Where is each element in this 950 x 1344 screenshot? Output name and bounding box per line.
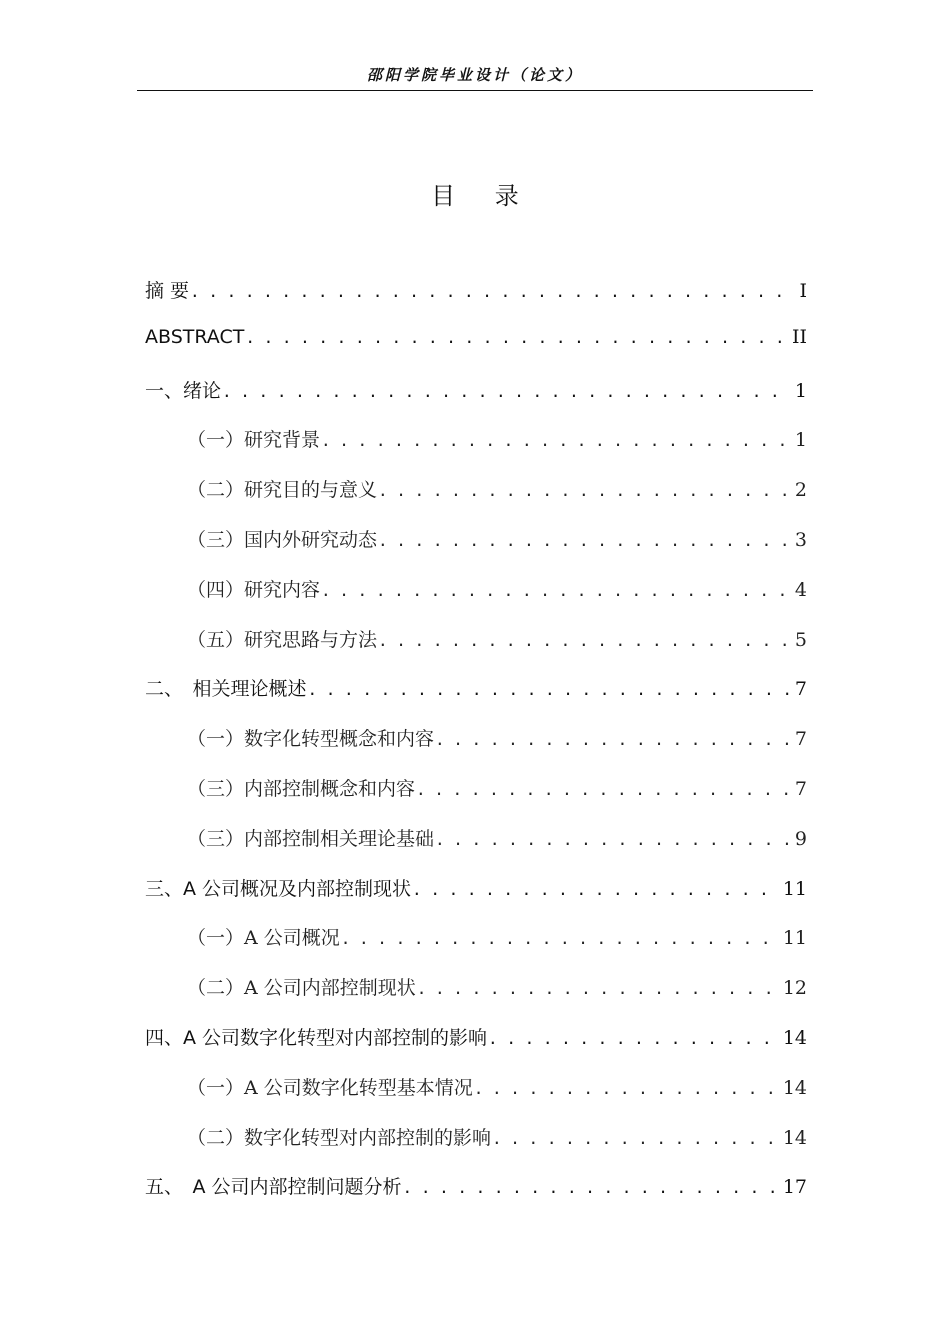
toc-entry-label: （三）内部控制概念和内容 xyxy=(187,777,416,800)
toc-entry-label: ABSTRACT xyxy=(145,325,245,348)
dot-leader xyxy=(416,780,792,799)
dot-leader xyxy=(245,328,789,347)
toc-entry-label: （一）A 公司概况 xyxy=(187,927,340,950)
dot-leader xyxy=(492,1129,780,1148)
toc-entry-page: 5 xyxy=(794,628,807,651)
toc-entry-section-4-1[interactable] xyxy=(145,1073,807,1123)
dot-leader xyxy=(474,1079,780,1098)
toc-entry-label: （二）研究目的与意义 xyxy=(187,479,378,502)
toc-entry-label: 二、 相关理论概述 xyxy=(145,678,307,701)
toc-entry-label: （一）数字化转型概念和内容 xyxy=(187,728,435,751)
toc-entry-section-2-3[interactable] xyxy=(145,824,807,874)
toc-entry-section-3-1[interactable] xyxy=(145,923,807,973)
dot-leader xyxy=(417,979,780,998)
dot-leader xyxy=(435,830,792,849)
dot-leader xyxy=(488,1029,780,1048)
dot-leader xyxy=(341,929,780,948)
toc-entry-label: （五）研究思路与方法 xyxy=(187,628,378,651)
toc-entry-label: 摘 要 xyxy=(145,280,190,302)
dot-leader xyxy=(378,531,792,550)
toc-entry-label: （三）内部控制相关理论基础 xyxy=(187,827,435,850)
toc-entry-chapter-4[interactable] xyxy=(145,1023,807,1073)
dot-leader xyxy=(403,1178,780,1197)
toc-entry-label: 五、 A 公司内部控制问题分析 xyxy=(145,1176,402,1199)
toc-entry-label: （二）数字化转型对内部控制的影响 xyxy=(187,1126,492,1149)
toc-entry-chapter-2[interactable] xyxy=(145,674,807,724)
toc-entry-label: （一）研究背景 xyxy=(187,429,321,452)
toc-entry-page: I xyxy=(799,280,807,302)
toc-entry-page: 3 xyxy=(794,528,807,551)
toc-entry-page: 4 xyxy=(794,578,807,601)
dot-leader xyxy=(190,282,796,301)
toc-entry-section-3-2[interactable] xyxy=(145,973,807,1023)
toc-entry-abstract-cn[interactable] xyxy=(145,276,807,326)
toc-entry-page: 1 xyxy=(794,379,807,402)
toc-entry-page: 14 xyxy=(782,1126,807,1149)
dot-leader xyxy=(321,431,792,450)
toc-entry-page: 7 xyxy=(794,777,807,800)
dot-leader xyxy=(412,880,780,899)
dot-leader xyxy=(321,581,792,600)
toc-entry-page: 14 xyxy=(782,1076,807,1099)
toc-entry-chapter-1[interactable] xyxy=(145,376,807,426)
toc-entry-label: 三、A 公司概况及内部控制现状 xyxy=(145,877,412,900)
toc-entry-section-2-1[interactable] xyxy=(145,724,807,774)
toc-entry-section-4-2[interactable] xyxy=(145,1123,807,1173)
toc-title: 目 录 xyxy=(431,182,535,210)
toc-entry-page: 1 xyxy=(794,429,807,452)
toc-entry-label: （二）A 公司内部控制现状 xyxy=(187,977,416,1000)
dot-leader xyxy=(378,481,792,500)
toc-entry-section-1-3[interactable] xyxy=(145,525,807,575)
toc-entry-label: 一、绪论 xyxy=(145,379,222,402)
toc-entry-label: （四）研究内容 xyxy=(187,578,321,601)
toc-entry-chapter-3[interactable] xyxy=(145,874,807,924)
toc-entry-section-2-2[interactable] xyxy=(145,774,807,824)
dot-leader xyxy=(308,680,792,699)
toc-entry-abstract-en[interactable] xyxy=(145,326,807,376)
toc-entry-page: 2 xyxy=(794,479,807,502)
header-rule xyxy=(137,90,813,91)
toc-entry-page: 14 xyxy=(782,1026,807,1049)
table-of-contents xyxy=(145,276,807,1222)
toc-entry-section-1-4[interactable] xyxy=(145,575,807,625)
toc-entry-label: （三）国内外研究动态 xyxy=(187,528,378,551)
toc-entry-chapter-5[interactable] xyxy=(145,1172,807,1222)
toc-entry-page: 11 xyxy=(782,877,807,900)
toc-entry-label: （一）A 公司数字化转型基本情况 xyxy=(187,1076,473,1099)
toc-entry-label: 四、A 公司数字化转型对内部控制的影响 xyxy=(145,1026,488,1049)
toc-entry-section-1-5[interactable] xyxy=(145,625,807,675)
toc-entry-page: 17 xyxy=(782,1176,807,1199)
toc-entry-page: 11 xyxy=(782,927,807,950)
toc-entry-page: II xyxy=(791,325,807,348)
toc-entry-page: 12 xyxy=(782,977,807,1000)
toc-entry-page: 7 xyxy=(794,678,807,701)
running-header: 邵阳学院毕业设计（论文） xyxy=(366,66,583,84)
toc-entry-section-1-1[interactable] xyxy=(145,425,807,475)
toc-entry-section-1-2[interactable] xyxy=(145,475,807,525)
dot-leader xyxy=(435,730,792,749)
toc-entry-page: 9 xyxy=(794,827,807,850)
dot-leader xyxy=(222,382,792,401)
dot-leader xyxy=(378,631,792,650)
toc-entry-page: 7 xyxy=(794,728,807,751)
